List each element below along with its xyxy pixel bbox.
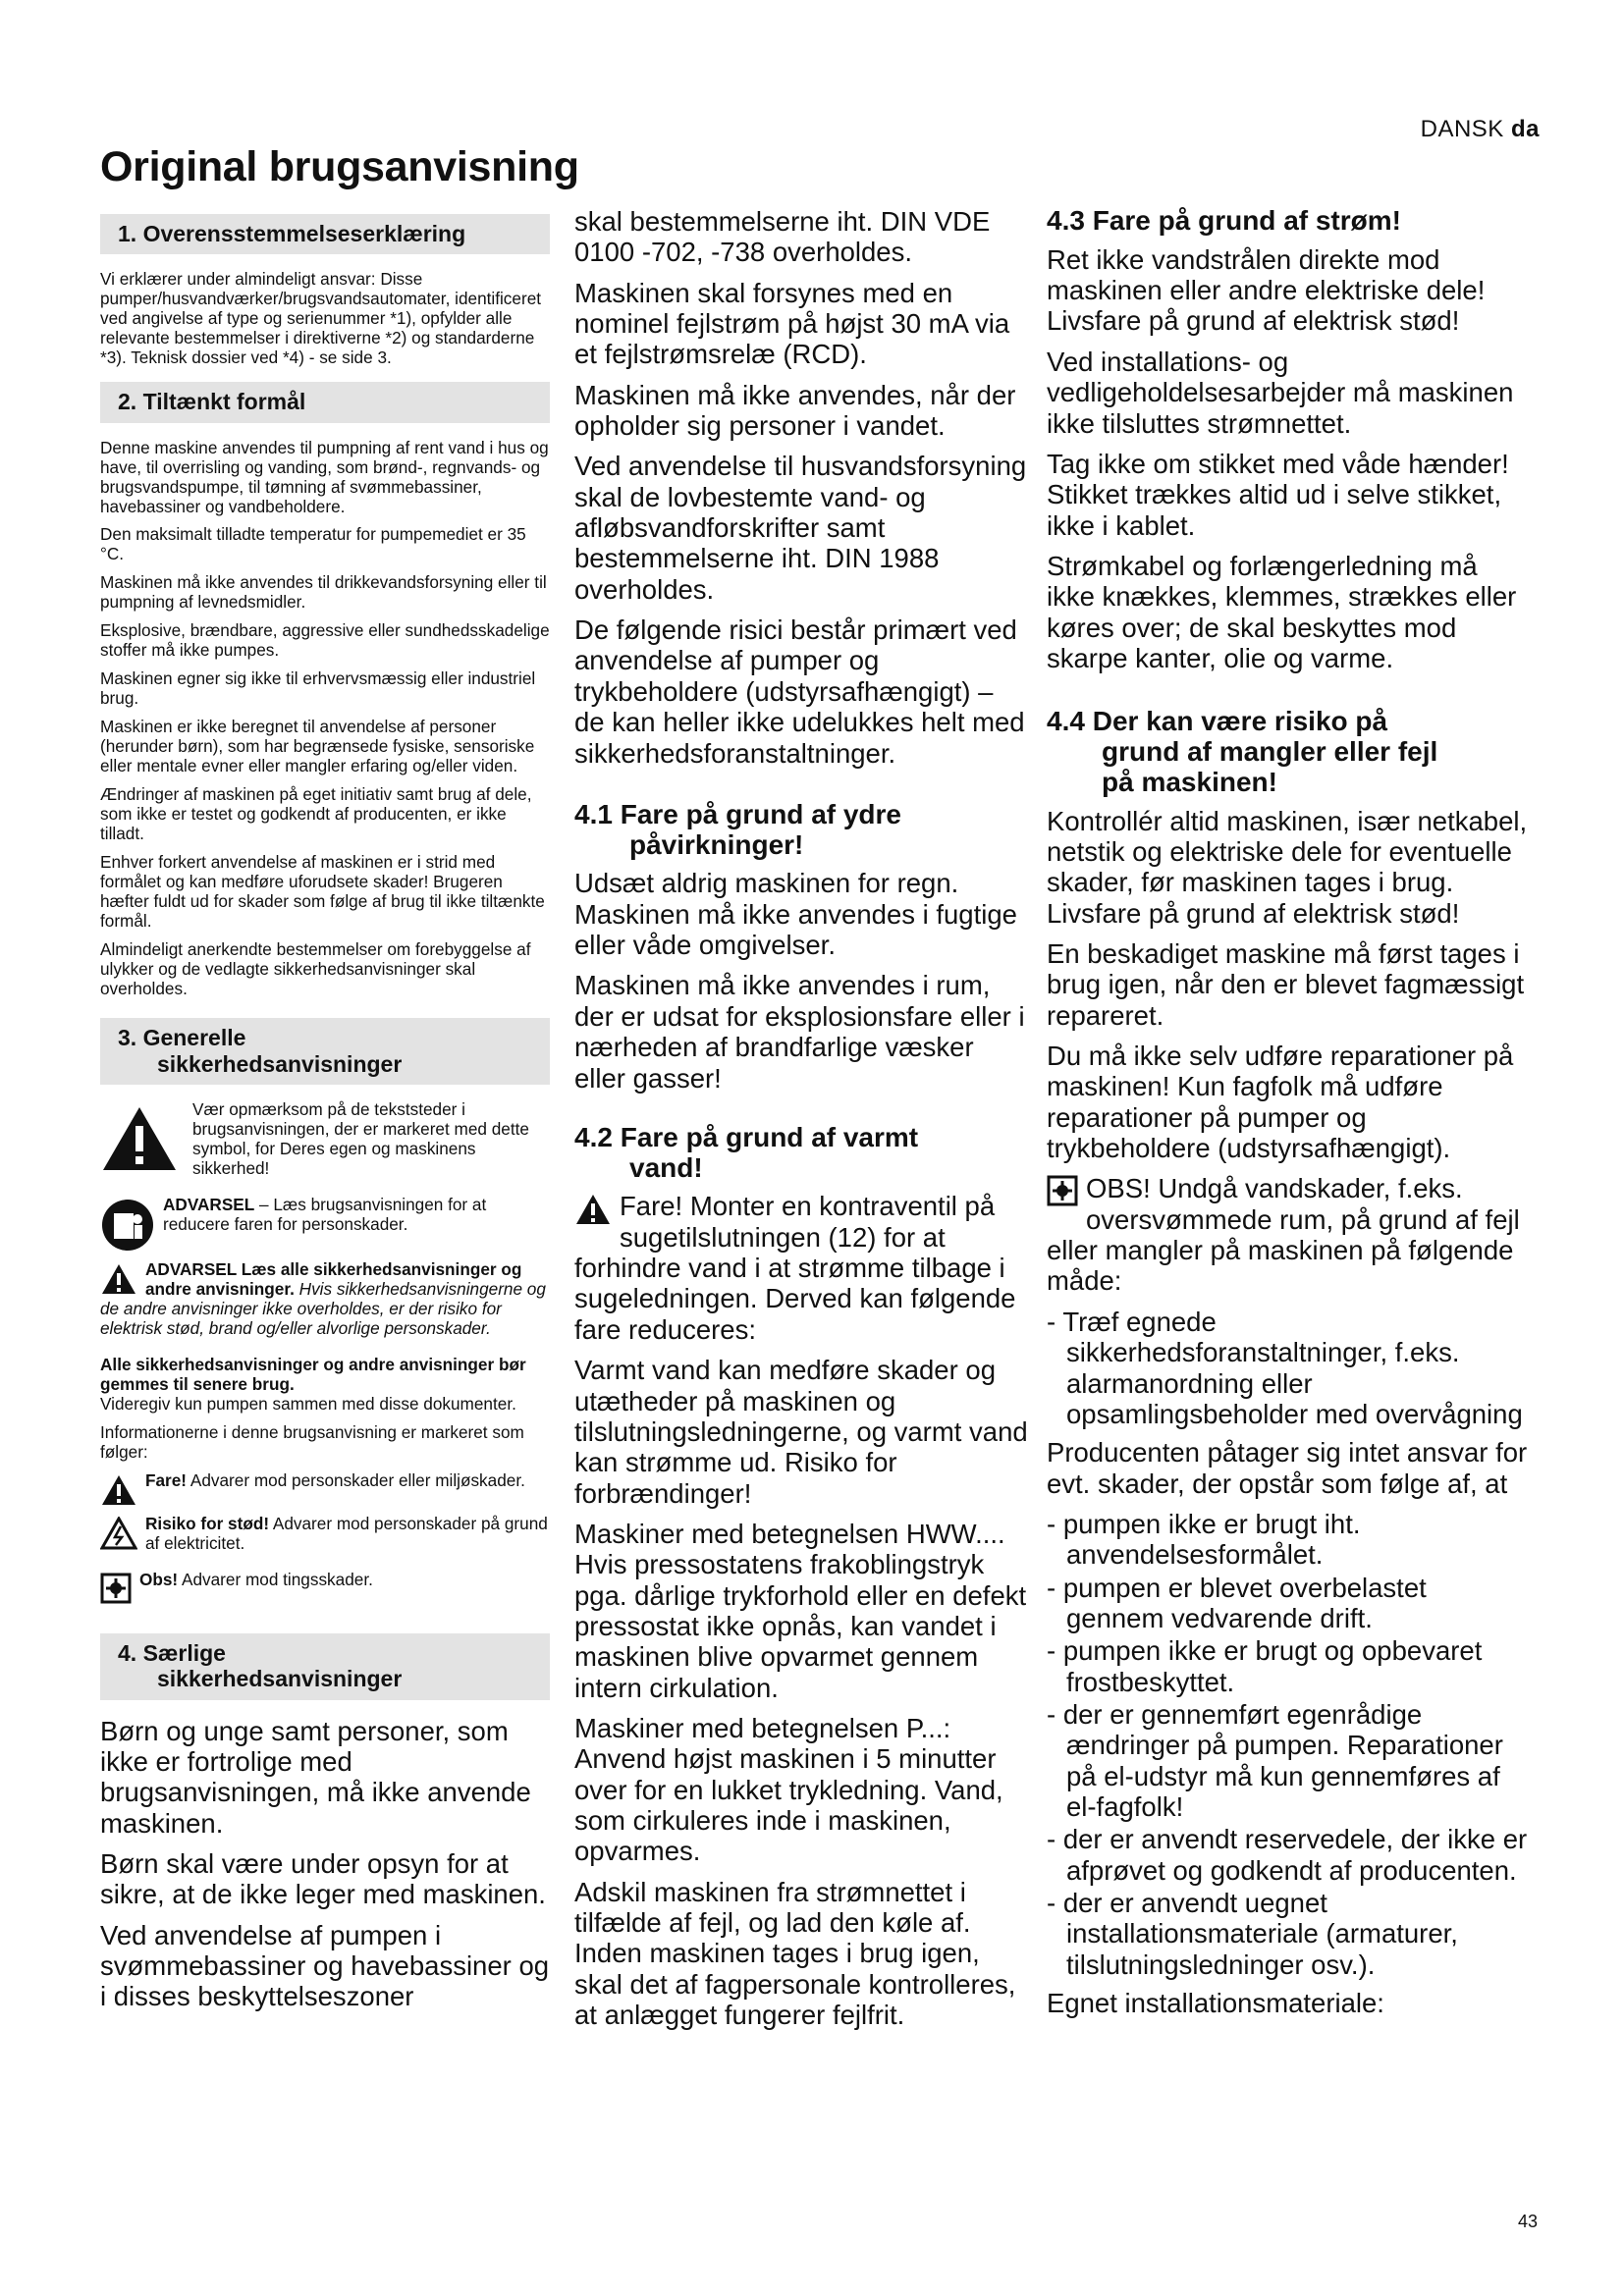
section-1-heading: 1. Overensstemmelseserklæring: [100, 214, 550, 254]
section-3-body: Vær opmærksom på de tekststeder i brugsanvisningen, der er markeret med dette symbol, for Deres egen og maskinens sikkerhed! ADVARSEL – Læs brugsanvisningen for at reducere faren for personskader. ADVARSEL Læs alle sikkerhedsanvisninger og andre anvisninger. Hvis sikkerhedsanvisningerne og de andre anvisninger ikke overholdes, er der risiko for elektrisk stød, brand og/eller alvorlige personskader. Alle sikkerhedsanvisninger og andre anvisninger bør gemmes til senere brug. Videregiv kun pumpen sammen med disse dokumenter. Informationerne i denne brugsanvisning er markeret som følger: Fare! Advarer mod personskader eller miljøskader. Risiko for stød! Advarer mod personskader på grund af elektricitet. Obs! Advarer mod tingsskader.: [100, 1100, 550, 1603]
section-3-heading: 3. Generelle sikkerhedsanvisninger: [100, 1018, 550, 1085]
precaution-list: [1047, 1307, 1528, 1429]
list-item: - pumpen ikke er brugt iht. anvendelsesformålet.: [1047, 1509, 1528, 1571]
page-number: 43: [1517, 2212, 1538, 2231]
column-2: skal bestemmelserne iht. DIN VDE 0100 -702, -738 overholdes. Maskinen skal forsynes med en nominel fejlstrøm på højst 30 mA via et fejlstrømsrelæ (RCD). Maskinen må ikke anvendes, når der opholder sig personer i vandet. Ved anvendelse til husvandsforsyning skal de lovbestemte vand- og afløbsvandforskrifter samt bestemmelserne iht. DIN 1988 overholdes. De følgende risici består primært ved anvendelse af pumper og trykbeholdere (udstyrsafhængigt) – de kan heller ikke udelukkes helt med sikkerhedsforanstaltninger. 4.1 Fare på grund af ydre påvirkninger! Udsæt aldrig maskinen for regn. Maskinen må ikke anvendes i fugtige eller våde omgivelser. Maskinen må ikke anvendes i rum, der er udsat for eksplosionsfare eller i nærheden af brandfarlige væsker eller gasser! 4.2 Fare på grund af varmt vand! Fare! Monter en kontraventil på sugetilslutningen (12) for at forhindre vand i at strømme tilbage i sugeledningen. Derved kan følgende fare reduceres: Varmt vand kan medføre skader og utætheder på maskinen og tilslutningsledningerne, og varmt vand kan strømme ud. Risiko for forbrændinger! Maskiner med betegnelsen HWW.... Hvis pressostatens frakoblingstryk pga. dårlige trykforhold eller en defekt pressostat ikke opnås, kan vandet i maskinen blive opvarmet gennem intern cirkulation. Maskiner med betegnelsen P...: Anvend højst maskinen i 5 minutter over for en lukket trykledning. Vand, som cirkuleres inde i maskinen, opvarmes. Adskil maskinen fra strømnettet i tilfælde af fejl, og lad den køle af. Inden maskinen tages i brug igen, skal det af fagpersonale kontrolleres, at anlægget fungerer fejlfrit.: [574, 206, 1028, 2031]
obs-icon: [1047, 1175, 1078, 1206]
section-4-body: Børn og unge samt personer, som ikke er fortrolige med brugsanvisningen, må ikke anvende maskinen. Børn skal være under opsyn for at sikre, at de ikke leger med maskinen. Ved anvendelse af pumpen i svømmebassiner og havebassiner og i disses beskyttelseszoner: [100, 1715, 550, 2012]
warning-triangle-icon: [100, 1104, 179, 1173]
obs-icon: [100, 1573, 132, 1604]
section-2-heading: 2. Tiltænkt formål: [100, 382, 550, 422]
list-item: - der er anvendt uegnet installationsmateriale (armaturer, tilslutningsledninger osv.).: [1047, 1888, 1528, 1980]
liability-list: [1047, 1509, 1528, 1980]
section-4-3-heading: 4.3 Fare på grund af strøm!: [1047, 205, 1401, 236]
section-1-text: Vi erklærer under almindeligt ansvar: Disse pumper/husvandværker/brugsvandsautomater, identificeret ved angivelse af type og serienummer *1), opfylder alle relevante bestemmelser i direktiverne *2) og standarderne *3). Teknisk dossier ved *4) - se side 3.: [100, 269, 542, 368]
section-4-2-heading: 4.2 Fare på grund af varmt vand!: [574, 1121, 919, 1183]
warning-triangle-icon: [100, 1473, 137, 1507]
list-item: - der er gennemført egenrådige ændringer på pumpen. Reparationer på el-udstyr må kun gennemføres af el-fagfolk!: [1047, 1699, 1528, 1822]
list-item: - der er anvendt reservedele, der ikke er afprøvet og godkendt af producenten.: [1047, 1824, 1528, 1886]
list-item: - pumpen ikke er brugt og opbevaret frostbeskyttet.: [1047, 1635, 1528, 1697]
list-item: - pumpen er blevet overbelastet gennem vedvarende drift.: [1047, 1573, 1528, 1634]
section-4-heading: 4. Særlige sikkerhedsanvisninger: [100, 1633, 550, 1700]
column-1: [100, 214, 550, 2022]
section-2-body: Denne maskine anvendes til pumpning af rent vand i hus og have, til overrisling og vanding, som brønd-, regnvands- og brugsvandspumpe, til tømning af svømmebassiner, havebassiner og vandbeholdere. Den maksimalt tilladte temperatur for pumpemediet er 35 °C. Maskinen må ikke anvendes til drikkevandsforsyning eller til pumpning af levnedsmidler. Eksplosive, brændbare, aggressive eller sundhedsskadelige stoffer må ikke pumpes. Maskinen egner sig ikke til erhvervsmæssig eller industriel brug. Maskinen er ikke beregnet til anvendelse af personer (herunder børn), som har begrænsede fysiske, sensoriske eller mentale evner eller mangler erfaring og/eller viden. Ændringer af maskinen på eget initiativ samt brug af dele, som ikke er testet og godkendt af producenten, er ikke tilladt. Enhver forkert anvendelse af maskinen er i strid med formålet og kan medføre uforudsete skader! Brugeren hæfter fuldt ud for skader som følge af brug til ikke tiltænkte formål. Almindeligt anerkendte bestemmelser om forebyggelse af ulykker og de vedlagte sikkerhedsanvisninger skal overholdes.: [100, 437, 550, 998]
section-4-4-heading: 4.4 Der kan være risiko på grund af mangler eller fejl på maskinen!: [1047, 706, 1438, 797]
section-4-1-heading: 4.1 Fare på grund af ydre påvirkninger!: [574, 798, 902, 860]
page-title: Original brugsanvisning: [100, 143, 579, 190]
read-manual-icon: [100, 1198, 155, 1253]
electric-shock-icon: [100, 1517, 137, 1550]
column-3: 4.3 Fare på grund af strøm! Ret ikke vandstrålen direkte mod maskinen eller andre elektriske dele! Livsfare på grund af elektrisk stød! Ved installations- og vedligeholdelsesarbejder må maskinen ikke tilsluttes strømnettet. Tag ikke om stikket med våde hænder! Stikket trækkes altid ud i selve stikket, ikke i kablet. Strømkabel og forlængerledning må ikke knækkes, klemmes, strækkes eller køres over; de skal beskyttes mod skarpe kanter, olie og varme. 4.4 Der kan være risiko på grund af mangler eller fejl på maskinen! Kontrollér altid maskinen, især netkabel, netstik og elektriske dele for eventuelle skader, før maskinen tages i brug. Livsfare på grund af elektrisk stød! En beskadiget maskine må først tages i brug igen, når den er blevet fagmæssigt repareret. Du må ikke selv udføre reparationer på maskinen! Kun fagfolk må udføre reparationer på pumper og trykbeholdere (udstyrsafhængigt). OBS! Undgå vandskader, f.eks. oversvømmede rum, på grund af fejl eller mangler på maskinen på følgende måde: - Træf egnede sikkerhedsforanstaltninger, f.eks. alarmanordning eller opsamlingsbeholder med overvågning Producenten påtager sig intet ansvar for evt. skader, der opstår som følge af, at - pumpen ikke er brugt iht. anvendelsesformålet. - pumpen er blevet overbelastet gennem vedvarende drift. - pumpen ikke er brugt og opbevaret frostbeskyttet. - der er gennemført egenrådige ændringer på pumpen. Reparationer på el-udstyr må kun gennemføres af el-fagfolk! - der er anvendt reservedele, der ikke er afprøvet og godkendt af producenten. - der er anvendt uegnet installationsmateriale (armaturer, tilslutningsledninger osv.). Egnet installationsmateriale:: [1047, 206, 1528, 2028]
list-item: - Træf egnede sikkerhedsforanstaltninger, f.eks. alarmanordning eller opsamlingsbeholder med overvågning: [1047, 1307, 1528, 1429]
language-label: DANSK da: [1420, 116, 1540, 142]
warning-triangle-icon: [574, 1193, 612, 1226]
warning-triangle-icon: [100, 1262, 137, 1296]
